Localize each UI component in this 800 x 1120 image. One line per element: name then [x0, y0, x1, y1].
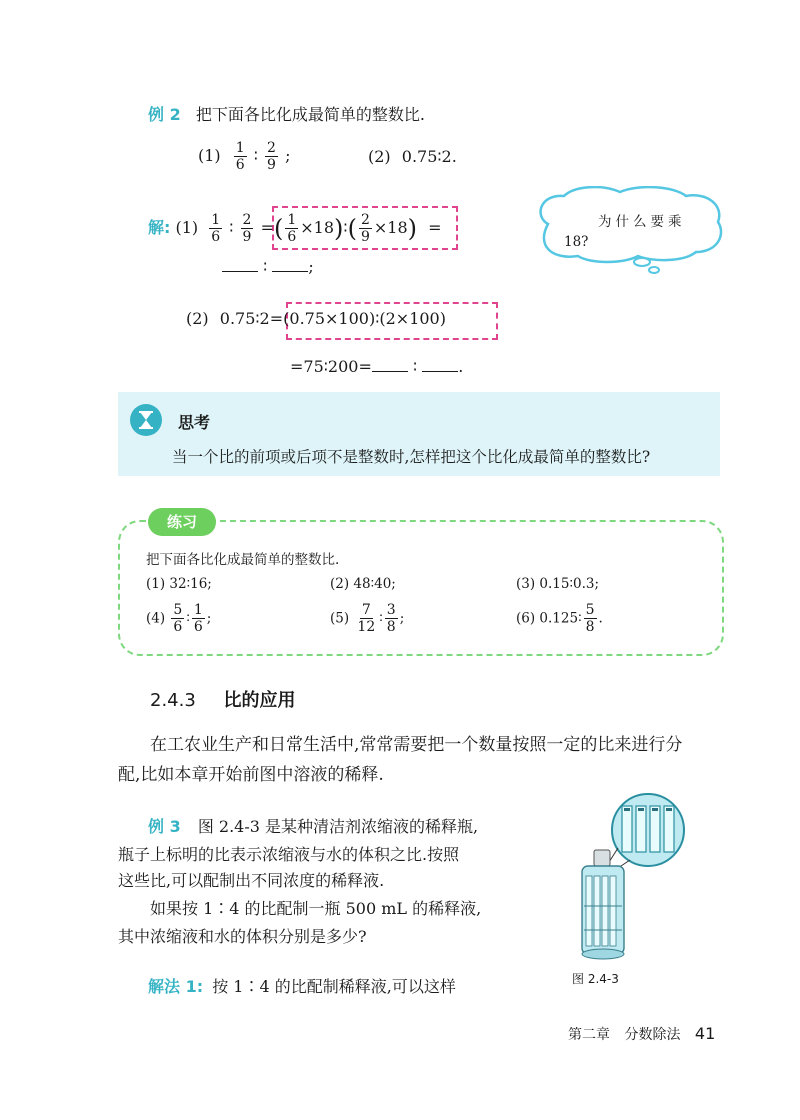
- solution-part2-answer: [290, 356, 463, 378]
- example2-item1: [198, 140, 290, 173]
- footer-chapter: 第二章: [568, 1027, 610, 1043]
- solution-part1-answer: [222, 256, 314, 278]
- solution-part2: [186, 308, 446, 330]
- colon: ∶: [343, 218, 348, 237]
- colon: ∶: [253, 146, 258, 165]
- section-number: 2.4.3: [150, 690, 196, 711]
- practice-item-2: (2) 48∶40;: [330, 576, 396, 592]
- expression: 0.75∶2: [219, 309, 270, 328]
- example3-line1: [148, 816, 478, 838]
- item-index: (2): [368, 147, 391, 166]
- bubble-line1: 为什么要乘: [598, 214, 686, 230]
- fraction: $\frac{5}{6}$: [173, 602, 183, 635]
- solution-label: 解:: [148, 218, 171, 237]
- practice-item-3: (3) 0.15∶0.3;: [516, 576, 600, 592]
- dilution-bottle-figure: [560, 790, 700, 970]
- practice-tag: 练习: [148, 508, 216, 536]
- practice-item-6: (6) 0.125∶ $\frac{5}{8}$ .: [516, 602, 603, 635]
- answer-blank[interactable]: [372, 357, 408, 372]
- fraction: $\frac{1}{6}$: [193, 602, 203, 635]
- answer-blank[interactable]: [222, 257, 258, 272]
- fraction: $\frac{2}{9}$: [242, 212, 252, 245]
- intro-line2: 配,比如本章开始前图中溶液的稀释.: [118, 765, 384, 785]
- footer-chapter-name: 分数除法: [624, 1027, 681, 1043]
- fraction: $\frac{7}{12}$: [357, 602, 376, 635]
- multiplier: ×18: [373, 218, 408, 237]
- equals-sign: =: [260, 218, 274, 237]
- answer-blank[interactable]: [272, 257, 308, 272]
- hourglass-icon: [130, 404, 162, 436]
- intro-line1: 在工农业生产和日常生活中,常常需要把一个数量按照一定的比来进行分: [150, 735, 683, 755]
- item-index: (1): [198, 146, 221, 165]
- semicolon: ;: [308, 257, 314, 276]
- item-index: (1): [175, 218, 199, 237]
- semicolon: ;: [285, 146, 291, 165]
- section-heading: [150, 686, 296, 712]
- fraction: $\frac{5}{8}$: [585, 602, 595, 635]
- example3-text: 图 2.4-3 是某种清洁剂浓缩液的稀释瓶,: [197, 817, 479, 836]
- fraction: $\frac{1}{6}$: [235, 140, 245, 173]
- page-footer: [568, 1024, 715, 1044]
- example3-line5: 其中浓缩液和水的体积分别是多少?: [118, 927, 367, 946]
- item-index: (2): [186, 309, 209, 328]
- example3-line3: 这些比,可以配制出不同浓度的稀释液.: [118, 871, 385, 890]
- fraction: $\frac{2}{9}$: [267, 140, 276, 173]
- method1-line: [148, 976, 456, 998]
- example2-heading: [148, 104, 425, 126]
- colon: ∶: [412, 357, 418, 376]
- example2-text: 把下面各比化成最简单的整数比.: [195, 105, 425, 124]
- section-title: 比的应用: [223, 690, 296, 711]
- method1-text: 按 1∶4 的比配制稀释液,可以这样: [212, 977, 456, 996]
- multiplier: ×18: [300, 218, 335, 237]
- equals-sign: =: [428, 218, 442, 237]
- practice-intro: 把下面各比化成最简单的整数比.: [146, 552, 340, 568]
- period: .: [458, 357, 464, 376]
- fraction: $\frac{2}{9}$: [360, 212, 370, 245]
- example2-item2: [368, 146, 457, 168]
- colon: ∶: [263, 257, 268, 276]
- answer-blank[interactable]: [422, 357, 458, 372]
- practice-item-4: (4) $\frac{5}{6}$ ∶ $\frac{1}{6}$ ;: [146, 602, 212, 635]
- think-question: 当一个比的前项或后项不是整数时,怎样把这个比化成最简单的整数比?: [172, 448, 651, 466]
- expression: =75∶200=: [290, 357, 372, 376]
- item-expression: 0.75∶2.: [401, 147, 457, 166]
- fraction: $\frac{3}{8}$: [386, 602, 396, 635]
- bubble-line2: 18?: [564, 234, 589, 250]
- thought-bubble: [528, 186, 728, 278]
- example3-label: 例 3: [148, 817, 181, 836]
- page-number: 41: [694, 1024, 716, 1043]
- figure-caption: 图 2.4-3: [572, 972, 619, 986]
- example3-line4: 如果按 1∶4 的比配制一瓶 500 mL 的稀释液,: [150, 899, 482, 918]
- colon: ∶: [229, 218, 234, 237]
- practice-item-1: (1) 32∶16;: [146, 576, 212, 592]
- think-title: 思考: [178, 413, 211, 432]
- method1-label: 解法 1:: [148, 977, 204, 996]
- example2-label: 例 2: [148, 105, 181, 124]
- fraction: $\frac{1}{6}$: [211, 212, 221, 245]
- solution-part1: 解: (1) $\frac{1}{6}$ ∶ $\frac{2}{9}$ =( $\frac{1}{6}$ ×18)∶( $\frac{2}{9}$ ×18) =: [148, 212, 442, 245]
- practice-item-5: (5) $\frac{7}{12}$ ∶ $\frac{3}{8}$ ;: [330, 602, 405, 635]
- example3-line2: 瓶子上标明的比表示浓缩液与水的体积之比.按照: [118, 845, 460, 864]
- expression: =(0.75×100)∶(2×100): [269, 309, 446, 328]
- fraction: $\frac{1}{6}$: [287, 212, 297, 245]
